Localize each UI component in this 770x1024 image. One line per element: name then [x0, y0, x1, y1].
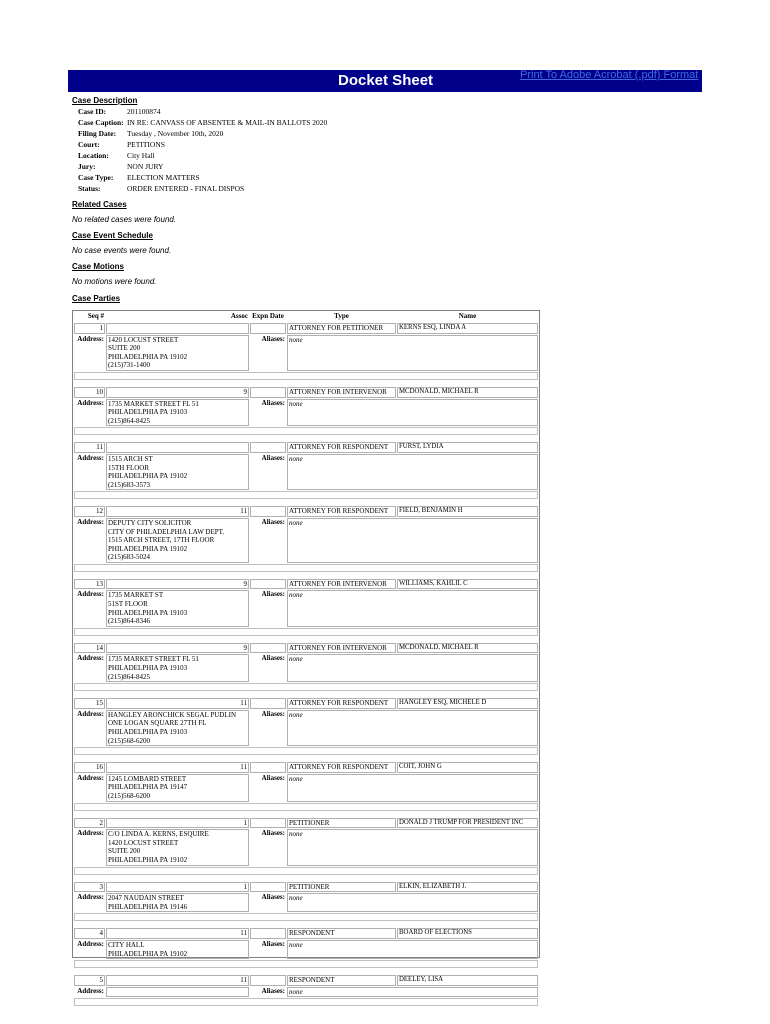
- row-separator: [74, 803, 538, 811]
- address-label: Address:: [77, 709, 104, 718]
- party-type: ATTORNEY FOR INTERVENOR: [287, 579, 396, 590]
- party-address: [106, 454, 249, 490]
- address-line: PHILADELPHIA PA 19102: [108, 855, 188, 864]
- section-case-parties: Case Parties: [72, 294, 121, 303]
- row-separator-cell: [74, 998, 538, 1006]
- address-line: 1245 LOMBARD STREET: [108, 774, 187, 783]
- party-expn-date: [250, 643, 286, 654]
- party-seq: 4: [74, 928, 105, 939]
- party-seq: 11: [74, 442, 105, 453]
- col-header-expn-date: Expn Date: [252, 312, 284, 320]
- party-expn-date: [250, 506, 286, 517]
- party-seq: 3: [74, 882, 105, 893]
- aliases-value: none: [287, 335, 538, 371]
- row-separator-cell: [74, 372, 538, 380]
- party-expn-date: [250, 387, 286, 398]
- party-type: ATTORNEY FOR PETITIONER: [287, 323, 396, 334]
- case-field-label: Case ID:: [78, 107, 107, 116]
- address-line: (215)568-6200: [108, 791, 150, 800]
- address-label: Address:: [77, 453, 104, 462]
- party-expn-date: [250, 762, 286, 773]
- address-line: C/O LINDA A. KERNS, ESQUIRE: [108, 830, 209, 839]
- party-name: MCDONALD, MICHAEL R: [397, 643, 538, 654]
- party-name: DEELEY, LISA: [397, 975, 538, 986]
- address-line: SUITE 200: [108, 344, 141, 353]
- party-name: HANGLEY ESQ, MICHELE D: [397, 698, 538, 709]
- party-detail-row: [74, 654, 538, 682]
- row-separator: [74, 683, 538, 691]
- address-line: CITY HALL: [108, 940, 145, 949]
- case-field-value: City Hall: [127, 151, 155, 160]
- party-assoc: [106, 323, 249, 334]
- party-address: [106, 829, 249, 865]
- address-line: (215)683-3573: [108, 480, 150, 489]
- col-header-type: Type: [334, 312, 349, 320]
- col-header-name: Name: [458, 312, 477, 320]
- address-line: PHILADELPHIA PA 19102: [108, 472, 188, 481]
- aliases-label: Aliases:: [261, 590, 285, 599]
- row-gap: [74, 1007, 538, 1012]
- address-lines: [108, 775, 247, 801]
- party-detail-row: [74, 987, 538, 998]
- party-address: [106, 590, 249, 626]
- row-separator-cell: [74, 683, 538, 691]
- col-header-seq: Seq #: [87, 312, 104, 320]
- table-header-row: [74, 312, 538, 322]
- party-assoc: 9: [106, 387, 249, 398]
- address-line: 1420 LOCUST STREET: [108, 335, 179, 344]
- address-line: PHILADELPHIA PA 19146: [108, 902, 188, 911]
- row-separator-cell: [74, 960, 538, 968]
- address-line: (215)864-8425: [108, 672, 150, 681]
- address-line: 1515 ARCH ST: [108, 454, 153, 463]
- address-label: Address:: [77, 398, 104, 407]
- party-expn-date: [250, 579, 286, 590]
- aliases-value: none: [287, 590, 538, 626]
- aliases-value: none: [287, 987, 538, 998]
- address-line: PHILADELPHIA PA 19102: [108, 949, 188, 958]
- row-separator-cell: [74, 491, 538, 499]
- table-row: [74, 579, 538, 590]
- party-expn-date: [250, 323, 286, 334]
- table-row: [74, 506, 538, 517]
- row-gap-cell: [74, 812, 538, 817]
- address-line: PHILADELPHIA PA 19147: [108, 783, 188, 792]
- address-line: 1735 MARKET STREET FL 51: [108, 399, 199, 408]
- table-row: [74, 818, 538, 829]
- address-line: 1420 LOCUST STREET: [108, 838, 179, 847]
- row-separator: [74, 960, 538, 968]
- address-label: Address:: [77, 893, 104, 902]
- address-line: PHILADELPHIA PA 19102: [108, 352, 188, 361]
- row-separator-cell: [74, 747, 538, 755]
- party-name: KERNS ESQ, LINDA A: [397, 323, 538, 334]
- address-line: PHILADELPHIA PA 19103: [108, 728, 188, 736]
- address-lines: [108, 591, 247, 625]
- party-seq: 10: [74, 387, 105, 398]
- party-name: MCDONALD, MICHAEL R: [397, 387, 538, 398]
- address-line: (215)864-8346: [108, 617, 150, 626]
- party-seq: 14: [74, 643, 105, 654]
- case-field-label: Filing Date:: [78, 129, 117, 138]
- case-field-label: Case Type:: [78, 173, 114, 182]
- party-detail-row: [74, 399, 538, 427]
- aliases-label: Aliases:: [261, 986, 285, 995]
- row-gap-cell: [74, 969, 538, 974]
- case-field-row: [78, 150, 327, 161]
- case-field-label: Case Caption:: [78, 118, 124, 127]
- case-field-label: Jury:: [78, 162, 96, 171]
- party-detail-row: [74, 710, 538, 746]
- aliases-label: Aliases:: [261, 398, 285, 407]
- case-field-row: [78, 117, 327, 128]
- party-assoc: 11: [106, 762, 249, 773]
- section-case-motions: Case Motions: [72, 262, 125, 271]
- party-address: [106, 335, 249, 371]
- row-gap: [74, 573, 538, 578]
- case-field-value: PETITIONS: [127, 140, 165, 149]
- address-line: SUITE 200: [108, 847, 141, 856]
- party-address: [106, 399, 249, 427]
- aliases-value: none: [287, 774, 538, 802]
- aliases-label: Aliases:: [261, 939, 285, 948]
- party-name: ELKIN, ELIZABETH J.: [397, 882, 538, 893]
- party-type: ATTORNEY FOR RESPONDENT: [287, 762, 396, 773]
- address-line: PHILADELPHIA PA 19103: [108, 664, 188, 673]
- row-separator-cell: [74, 564, 538, 572]
- party-name: COIT, JOHN G: [397, 762, 538, 773]
- table-row: [74, 975, 538, 986]
- address-line: (215)864-8425: [108, 416, 150, 425]
- party-expn-date: [250, 975, 286, 986]
- address-label: Address:: [77, 829, 104, 838]
- party-address: [106, 654, 249, 682]
- aliases-label: Aliases:: [261, 654, 285, 663]
- address-line: 15TH FLOOR: [108, 463, 150, 472]
- party-seq: 2: [74, 818, 105, 829]
- party-seq: 15: [74, 698, 105, 709]
- address-line: 51ST FLOOR: [108, 600, 148, 609]
- party-detail-row: [74, 774, 538, 802]
- party-assoc: 1: [106, 882, 249, 893]
- party-detail-row: [74, 335, 538, 371]
- party-name: FURST, LYDIA: [397, 442, 538, 453]
- docket-header-bar: [68, 70, 702, 92]
- address-label: Address:: [77, 334, 104, 343]
- table-row: [74, 882, 538, 893]
- party-assoc: 9: [106, 643, 249, 654]
- address-line: 2047 NAUDAIN STREET: [108, 894, 184, 903]
- print-pdf-link[interactable]: Print To Adobe Acrobat (.pdf) Format: [520, 69, 699, 81]
- aliases-label: Aliases:: [261, 334, 285, 343]
- case-field-row: [78, 106, 327, 117]
- address-label: Address:: [77, 517, 104, 526]
- row-separator: [74, 867, 538, 875]
- party-type: PETITIONER: [287, 818, 396, 829]
- row-gap: [74, 876, 538, 881]
- party-type: RESPONDENT: [287, 928, 396, 939]
- case-field-value: 201100874: [127, 107, 161, 116]
- row-gap-cell: [74, 1007, 538, 1012]
- party-type: ATTORNEY FOR INTERVENOR: [287, 387, 396, 398]
- case-field-label: Court:: [78, 140, 100, 149]
- address-line: 1735 MARKET STREET FL 51: [108, 655, 199, 664]
- party-seq: 12: [74, 506, 105, 517]
- aliases-value: none: [287, 399, 538, 427]
- party-assoc: 1: [106, 818, 249, 829]
- case-field-row: [78, 161, 327, 172]
- party-address: [106, 987, 249, 998]
- address-line: HANGLEY ARONCHICK SEGAL PUDLIN: [108, 710, 237, 719]
- table-row: [74, 387, 538, 398]
- address-line: 1515 ARCH STREET, 17TH FLOOR: [108, 536, 215, 545]
- party-expn-date: [250, 442, 286, 453]
- row-gap-cell: [74, 381, 538, 386]
- aliases-value: none: [287, 710, 538, 746]
- aliases-label: Aliases:: [261, 893, 285, 902]
- row-gap: [74, 637, 538, 642]
- address-lines: [108, 711, 247, 745]
- row-gap-cell: [74, 637, 538, 642]
- party-assoc: 11: [106, 698, 249, 709]
- case-field-value: ORDER ENTERED - FINAL DISPOS: [127, 184, 245, 193]
- aliases-label: Aliases:: [261, 709, 285, 718]
- address-lines: [108, 455, 247, 489]
- row-gap-cell: [74, 436, 538, 441]
- party-type: PETITIONER: [287, 882, 396, 893]
- party-expn-date: [250, 928, 286, 939]
- row-separator-cell: [74, 803, 538, 811]
- address-line: (215)568-6200: [108, 736, 150, 745]
- address-label: Address:: [77, 986, 104, 995]
- party-detail-row: [74, 893, 538, 912]
- row-gap-cell: [74, 922, 538, 927]
- address-lines: [108, 941, 247, 958]
- address-line: PHILADELPHIA PA 19102: [108, 544, 188, 553]
- address-lines: [108, 336, 247, 370]
- party-expn-date: [250, 698, 286, 709]
- address-line: ONE LOGAN SQUARE 27TH FL: [108, 719, 207, 728]
- party-address: [106, 518, 249, 563]
- row-gap: [74, 436, 538, 441]
- section-related-cases: Related Cases: [72, 200, 127, 209]
- address-line: DEPUTY CITY SOLICITOR: [108, 518, 192, 527]
- party-seq: 13: [74, 579, 105, 590]
- case-field-value: NON JURY: [127, 162, 164, 171]
- party-detail-row: [74, 518, 538, 563]
- section-case-description: Case Description: [72, 96, 138, 105]
- address-line: CITY OF PHILADELPHIA LAW DEPT.: [108, 527, 225, 536]
- row-separator-cell: [74, 867, 538, 875]
- party-name: BOARD OF ELECTIONS: [397, 928, 538, 939]
- table-row: [74, 698, 538, 709]
- case-field-row: [78, 128, 327, 139]
- party-type: ATTORNEY FOR INTERVENOR: [287, 643, 396, 654]
- party-assoc: 11: [106, 506, 249, 517]
- row-separator-cell: [74, 913, 538, 921]
- row-gap: [74, 756, 538, 761]
- party-type: ATTORNEY FOR RESPONDENT: [287, 506, 396, 517]
- case-events-note: No case events were found.: [72, 246, 172, 255]
- case-field-value: ELECTION MATTERS: [127, 173, 200, 182]
- row-gap: [74, 922, 538, 927]
- address-label: Address:: [77, 773, 104, 782]
- row-separator-cell: [74, 427, 538, 435]
- address-label: Address:: [77, 939, 104, 948]
- party-type: ATTORNEY FOR RESPONDENT: [287, 698, 396, 709]
- page-title: Docket Sheet: [338, 72, 434, 89]
- party-address: [106, 774, 249, 802]
- party-assoc: 11: [106, 975, 249, 986]
- address-line: (215)683-5024: [108, 553, 150, 562]
- party-detail-row: [74, 454, 538, 490]
- row-gap-cell: [74, 692, 538, 697]
- address-label: Address:: [77, 654, 104, 663]
- party-seq: 5: [74, 975, 105, 986]
- row-gap-cell: [74, 500, 538, 505]
- address-lines: [108, 655, 247, 681]
- table-row: [74, 762, 538, 773]
- party-assoc: [106, 442, 249, 453]
- address-line: (215)731-1400: [108, 361, 150, 370]
- aliases-value: none: [287, 893, 538, 912]
- row-gap: [74, 500, 538, 505]
- row-separator: [74, 564, 538, 572]
- party-expn-date: [250, 882, 286, 893]
- party-detail-row: [74, 940, 538, 959]
- case-description: [78, 106, 327, 194]
- aliases-value: none: [287, 518, 538, 563]
- party-detail-row: [74, 590, 538, 626]
- table-row: [74, 323, 538, 334]
- row-separator: [74, 628, 538, 636]
- case-field-row: [78, 172, 327, 183]
- address-lines: [108, 400, 247, 426]
- case-field-label: Status:: [78, 184, 101, 193]
- party-type: RESPONDENT: [287, 975, 396, 986]
- aliases-value: none: [287, 829, 538, 865]
- case-field-value: IN RE: CANVASS OF ABSENTEE & MAIL-IN BALLOTS 2020: [127, 118, 328, 127]
- case-motions-note: No motions were found.: [72, 277, 157, 286]
- party-type: ATTORNEY FOR RESPONDENT: [287, 442, 396, 453]
- case-field-row: [78, 183, 327, 194]
- party-name: FIELD, BENJAMIN H: [397, 506, 538, 517]
- party-address: [106, 710, 249, 746]
- address-lines: [108, 830, 247, 864]
- aliases-value: none: [287, 654, 538, 682]
- address-label: Address:: [77, 590, 104, 599]
- case-parties-table: [72, 310, 540, 996]
- aliases-label: Aliases:: [261, 773, 285, 782]
- row-separator: [74, 747, 538, 755]
- row-gap-cell: [74, 573, 538, 578]
- party-detail-row: [74, 829, 538, 865]
- table-row: [74, 442, 538, 453]
- aliases-label: Aliases:: [261, 453, 285, 462]
- address-lines: [108, 519, 247, 562]
- related-cases-note: No related cases were found.: [72, 215, 177, 224]
- party-seq: 1: [74, 323, 105, 334]
- table-row: [74, 928, 538, 939]
- aliases-value: none: [287, 940, 538, 959]
- party-address: [106, 940, 249, 959]
- row-separator: [74, 491, 538, 499]
- address-line: 1735 MARKET ST: [108, 591, 164, 600]
- row-separator: [74, 913, 538, 921]
- row-gap: [74, 969, 538, 974]
- case-field-label: Location:: [78, 151, 109, 160]
- row-separator: [74, 427, 538, 435]
- row-gap-cell: [74, 876, 538, 881]
- col-header-assoc: Assoc: [230, 312, 248, 320]
- address-lines: [108, 894, 247, 911]
- party-name: WILLIAMS, KAHLIL C: [397, 579, 538, 590]
- row-gap: [74, 812, 538, 817]
- party-assoc: 9: [106, 579, 249, 590]
- case-field-row: [78, 139, 327, 150]
- table-row: [74, 643, 538, 654]
- party-seq: 16: [74, 762, 105, 773]
- address-line: PHILADELPHIA PA 19103: [108, 408, 188, 417]
- party-name: DONALD J TRUMP FOR PRESIDENT INC: [397, 818, 538, 829]
- section-case-event-schedule: Case Event Schedule: [72, 231, 153, 240]
- row-gap: [74, 381, 538, 386]
- aliases-label: Aliases:: [261, 517, 285, 526]
- row-gap: [74, 692, 538, 697]
- aliases-label: Aliases:: [261, 829, 285, 838]
- party-address: [106, 893, 249, 912]
- case-field-value: Tuesday , November 10th, 2020: [127, 129, 224, 138]
- row-gap-cell: [74, 756, 538, 761]
- row-separator-cell: [74, 628, 538, 636]
- party-assoc: 11: [106, 928, 249, 939]
- address-line: PHILADELPHIA PA 19103: [108, 608, 188, 617]
- party-expn-date: [250, 818, 286, 829]
- aliases-value: none: [287, 454, 538, 490]
- row-separator: [74, 372, 538, 380]
- row-separator: [74, 998, 538, 1006]
